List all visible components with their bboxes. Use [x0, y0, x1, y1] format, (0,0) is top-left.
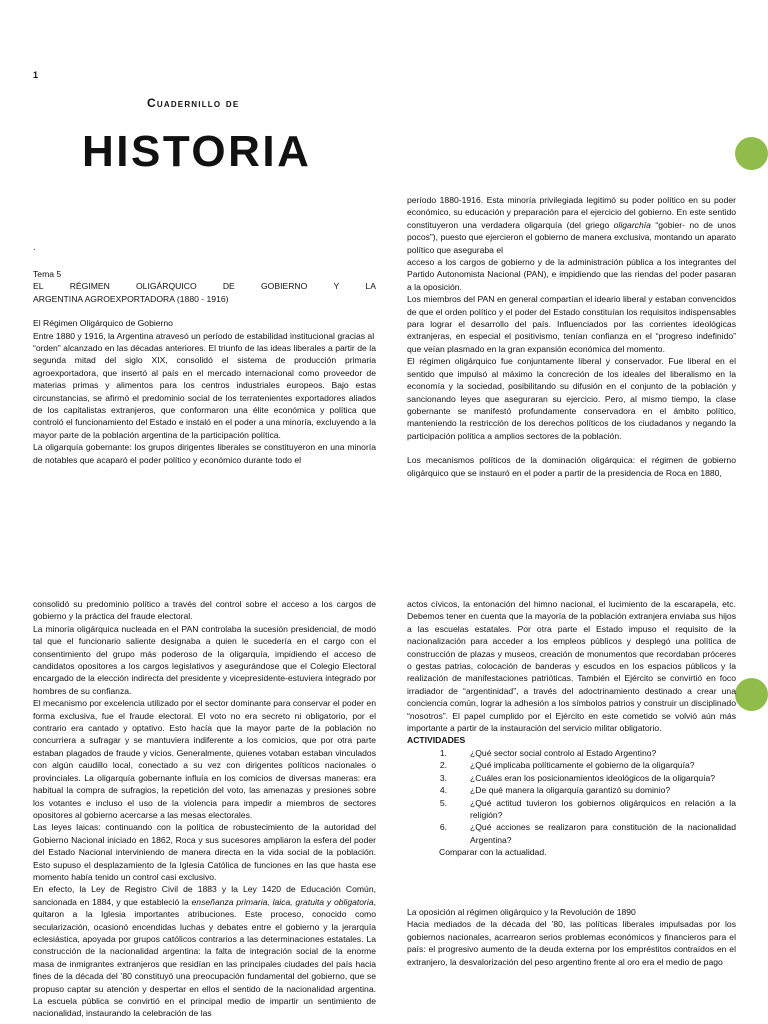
- list-item: [407, 784, 736, 796]
- list-item-text: ¿De qué manera la oligarquía garantizó su dominio?: [470, 785, 671, 796]
- list-item-number: 4.: [439, 785, 447, 796]
- unit-title-word: GOBIERNO: [260, 281, 308, 292]
- paragraph: El régimen oligárquico fue conjuntamente liberal y conservador. Fue liberal en el sentido que impulsó al máximo la concreción de los ideales del liberalismo en la economía y la sociedad, posibilitando su difusión en el conjunto de la población y sancionando leyes que aseguraran su ejercicio. Pero, al mismo tiempo, la clase gobernante se manifestó profundamente conservadora en el ámbito político, manteniendo la restricción de los derechos políticos de los ciudadanos y negando la participación política a amplios sectores de la población.: [407, 356, 736, 441]
- list-item: [407, 821, 736, 846]
- list-item-number: 1.: [439, 747, 447, 758]
- greek-term: oligarchía: [613, 219, 651, 230]
- paragraph: Los miembros del PAN en general compartían el ideario liberal y estaban convencidos de que el orden político y el poder del Estado constituían los requisitos indispensables para lograr el desarrollo del país. Influenciados por las corrientes ideológicas extranjeras, en especial el positivismo, tenían confianza en el “progreso indefinido” que veían plasmado en la gran expansión económica del momento.: [407, 294, 736, 354]
- unit-title-word: EL: [33, 281, 44, 292]
- column-top-left: [33, 268, 376, 466]
- list-item-text: ¿Qué acciones se realizaron para constitución de la nacionalidad Argentina?: [470, 822, 736, 845]
- paragraph-text: En efecto, la Ley de Registro Civil de 1883 y la Ley 1420 de Educación Común, sancionada en 1884, y que estableció la: [33, 884, 376, 907]
- column-top-right: [407, 194, 736, 479]
- list-item: [407, 747, 736, 759]
- paragraph: La minoría oligárquica nucleada en el PAN controlaba la sucesión presidencial, de modo tal que el funcionario saliente designaba a quien le sucedería en el cargo con el consentimiento del grupo más poderoso de la oligarquía, impidiendo el acceso de candidatos opositores a los cargos legislativos y asegurándose que el Colegio Electoral encargado de la elección indirecta del presidente y vicepresidente-estuviera integrado por hombres de su confianza.: [33, 623, 376, 696]
- section-title: La oposición al régimen oligárquico y la Revolución de 1890: [407, 907, 636, 917]
- activities-title: ACTIVIDADES: [407, 735, 466, 746]
- unit-title-word: DE: [222, 281, 235, 292]
- unit-title-word: OLIGÁRQUICO: [136, 281, 197, 292]
- list-item: [407, 797, 736, 822]
- green-circle-icon: [735, 678, 768, 711]
- list-item-number: 2.: [439, 760, 447, 771]
- section-title: El Régimen Oligárquico de Gobierno: [33, 318, 173, 329]
- paragraph: actos cívicos, la entonación del himno nacional, el lucimiento de la escarapela, etc. Debemos tener en cuenta que la mayoría de la población extranjera enviaba sus hijos a las escuelas estatales. Por otra parte el Estado impuso el requisito de la nacionalización para acceder a los empleos públicos y desplegó una política de construcción de plazas y museos, creación de monumentos que recordaban próceres o gestas patrias, colocación de banderas y escudos en los espacios públicos y la realización de manifestaciones patrióticas. También el Ejército se convirtió en foco irradiador de “argentinidad”, a través del adoctrinamiento destinado a crear una conciencia común, lograr la adhesión a los símbolos patrios y construir un disciplinado “nosotros”. El papel cumplido por el Ejército en este cometido se volvió aún más importante a partir de la instauración del servicio militar obligatorio.: [407, 599, 736, 734]
- unit-title-word: LA: [365, 281, 376, 292]
- paragraph-text: “gobier- no de unos pocos”), puesto que ejercieron el gobierno de manera exclusiva, montando un aparato político que aseguraba el: [407, 219, 736, 255]
- list-item-text: ¿Qué actitud tuvieron los gobiernos oligárquicos en relación a la religión?: [470, 797, 736, 820]
- paragraph: Los mecanismos políticos de la dominación oligárquica: el régimen de gobierno oligárquico que se instauró en el poder a partir de la presidencia de Roca en 1880,: [407, 455, 736, 478]
- stray-mark: .: [33, 242, 36, 252]
- list-item-number: 6.: [439, 822, 447, 833]
- paragraph-text: período 1880-1916. Esta minoría privilegiada legitimó su poder político en su poder económico, su educación y preparación para el ejercicio del gobierno. En este sentido constituyeron una verdadera oligarquía (del griego: [407, 195, 736, 230]
- list-item-number: 3.: [439, 772, 447, 783]
- paragraph: consolidó su predominio político a través del control sobre el acceso a los cargos de gobierno y la práctica del fraude electoral.: [33, 599, 376, 622]
- list-item-text: ¿Qué sector social controlo al Estado Argentino?: [470, 747, 657, 758]
- list-item-text: ¿Qué implicaba políticamente el gobierno de la oligarquía?: [470, 760, 695, 771]
- booklet-kicker: Cuadernillo de: [147, 96, 240, 110]
- column-bottom-right-lower: [407, 906, 736, 968]
- paragraph: [33, 883, 376, 1019]
- list-item-text: ¿Cuáles eran los posicionamientos ideológicos de la oligarquía?: [470, 772, 716, 783]
- paragraph: acceso a los cargos de gobierno y de la administración pública a los integrantes del Partido Autonomista Nacional (PAN), e impidiendo que las riendas del poder pasaran a la oposición.: [407, 257, 736, 292]
- unit-title-word: Y: [333, 281, 340, 292]
- paragraph: [407, 194, 736, 256]
- column-bottom-left: [33, 598, 376, 1020]
- paragraph: El mecanismo por excelencia utilizado por el sector dominante para conservar el poder en forma exclusiva, fue el fraude electoral. El voto no era secreto ni obligatorio, por el contrario era cantado y optativo. Esto hacía que la mayor parte de la población no concurriera a sufragar y se mantuviera indiferente a los comicios, que por otra parte estaban plagados de fraude y vicios. Generalmente, quienes votaban estaban vinculados con algún caudillo local, conectado a su vez con dirigentes políticos nacionales o provinciales. La oligarquía gobernante influía en los comicios de diversas maneras: era habitual la compra de sufragios, la repetición del voto, las amenazas y presiones sobre los votantes e incluso el uso de la violencia para impedir a miembros de sectores opositores al gobierno acercarse a las mesas electorales.: [33, 698, 376, 820]
- unit-title-line2: ARGENTINA AGROEXPORTADORA (1880 - 1916): [33, 293, 229, 304]
- paragraph: Entre 1880 y 1916, la Argentina atravesó un período de estabilidad institucional gracias al: [33, 330, 375, 341]
- list-item-number: 5.: [439, 797, 447, 808]
- list-item: [407, 772, 736, 784]
- paragraph-text: , quitaron a la Iglesia importantes atribuciones. Este proceso, conocido como secularización, ocasionó encendidas luchas y debates entre el gobierno y la jerarquía eclesiástica, apoyada por grupos católicos contrarios a las determinaciones estatales. La construcción de la nacionalidad argentina: la falta de integración social de la enorme masa de inmigrantes extranjeros que residían en las principales ciudades del país hacia fines de la década del ’80 constituyó una preocupación fundamental del gobierno, que se propuso captar su atención y despertar en ellos el sentido de la nacionalidad argentina. La escuela pública se convirtió en el principal medio de impartir un sentimiento de nacionalidad, instaurando la celebración de las: [33, 896, 376, 1019]
- emphasis-term: enseñanza primaria, laica, gratuita y obligatoria: [191, 896, 374, 907]
- unit-title-line1: [33, 280, 376, 292]
- unit-label: Tema 5: [33, 269, 62, 279]
- activities-footer: Comparar con la actualidad.: [439, 847, 547, 858]
- green-circle-icon: [735, 137, 768, 170]
- paragraph: “orden” alcanzado en las décadas anteriores. El triunfo de las ideas liberales a partir de la segunda mitad del siglo XIX, consolidó el sistema de producción primaria agroexportadora, que insertó al país en el mercado internacional como proveedor de materias primas y alimentos para los centros industriales europeos. Bajo estas circunstancias, se afirmó el predominio social de los terratenientes exportadores aliados de los capitalistas extranjeros, que conformaron una élite económica y política que controló el funcionamiento del Estado e instaló en el poder a una minoría, excluyendo a la mayor parte de la población argentina de la participación política.: [33, 343, 376, 440]
- page-title: HISTORIA: [82, 127, 312, 176]
- paragraph: La oligarquía gobernante: los grupos dirigentes liberales se constituyeron en una minoría de notables que acaparó el poder político y económico durante todo el: [33, 442, 376, 465]
- list-item: [407, 759, 736, 771]
- page-number: 1: [33, 70, 39, 80]
- paragraph: Las leyes laicas: continuando con la política de robustecimiento de la autoridad del Gobierno Nacional iniciado en 1862, Roca y sus sucesores ampliaron la esfera del poder del Estado Nacional interviniendo de manera directa en la vida social de la población. Esto supuso el desplazamiento de la Iglesia Católica de funciones en las que hasta ese momento había tenido un control casi exclusivo.: [33, 822, 376, 882]
- paragraph: Hacia mediados de la década del ’80, las políticas liberales impulsadas por los gobiernos nacionales, acarrearon serios problemas económicos y financieros para el país: el progresivo aumento de la deuda externa por los empréstitos contraídos en el extranjero, la desvalorización del peso argentino frente al oro era el medio de pago: [407, 919, 736, 967]
- unit-title-word: RÉGIMEN: [69, 281, 110, 292]
- activities-list: [407, 747, 736, 846]
- column-bottom-right: [407, 598, 736, 859]
